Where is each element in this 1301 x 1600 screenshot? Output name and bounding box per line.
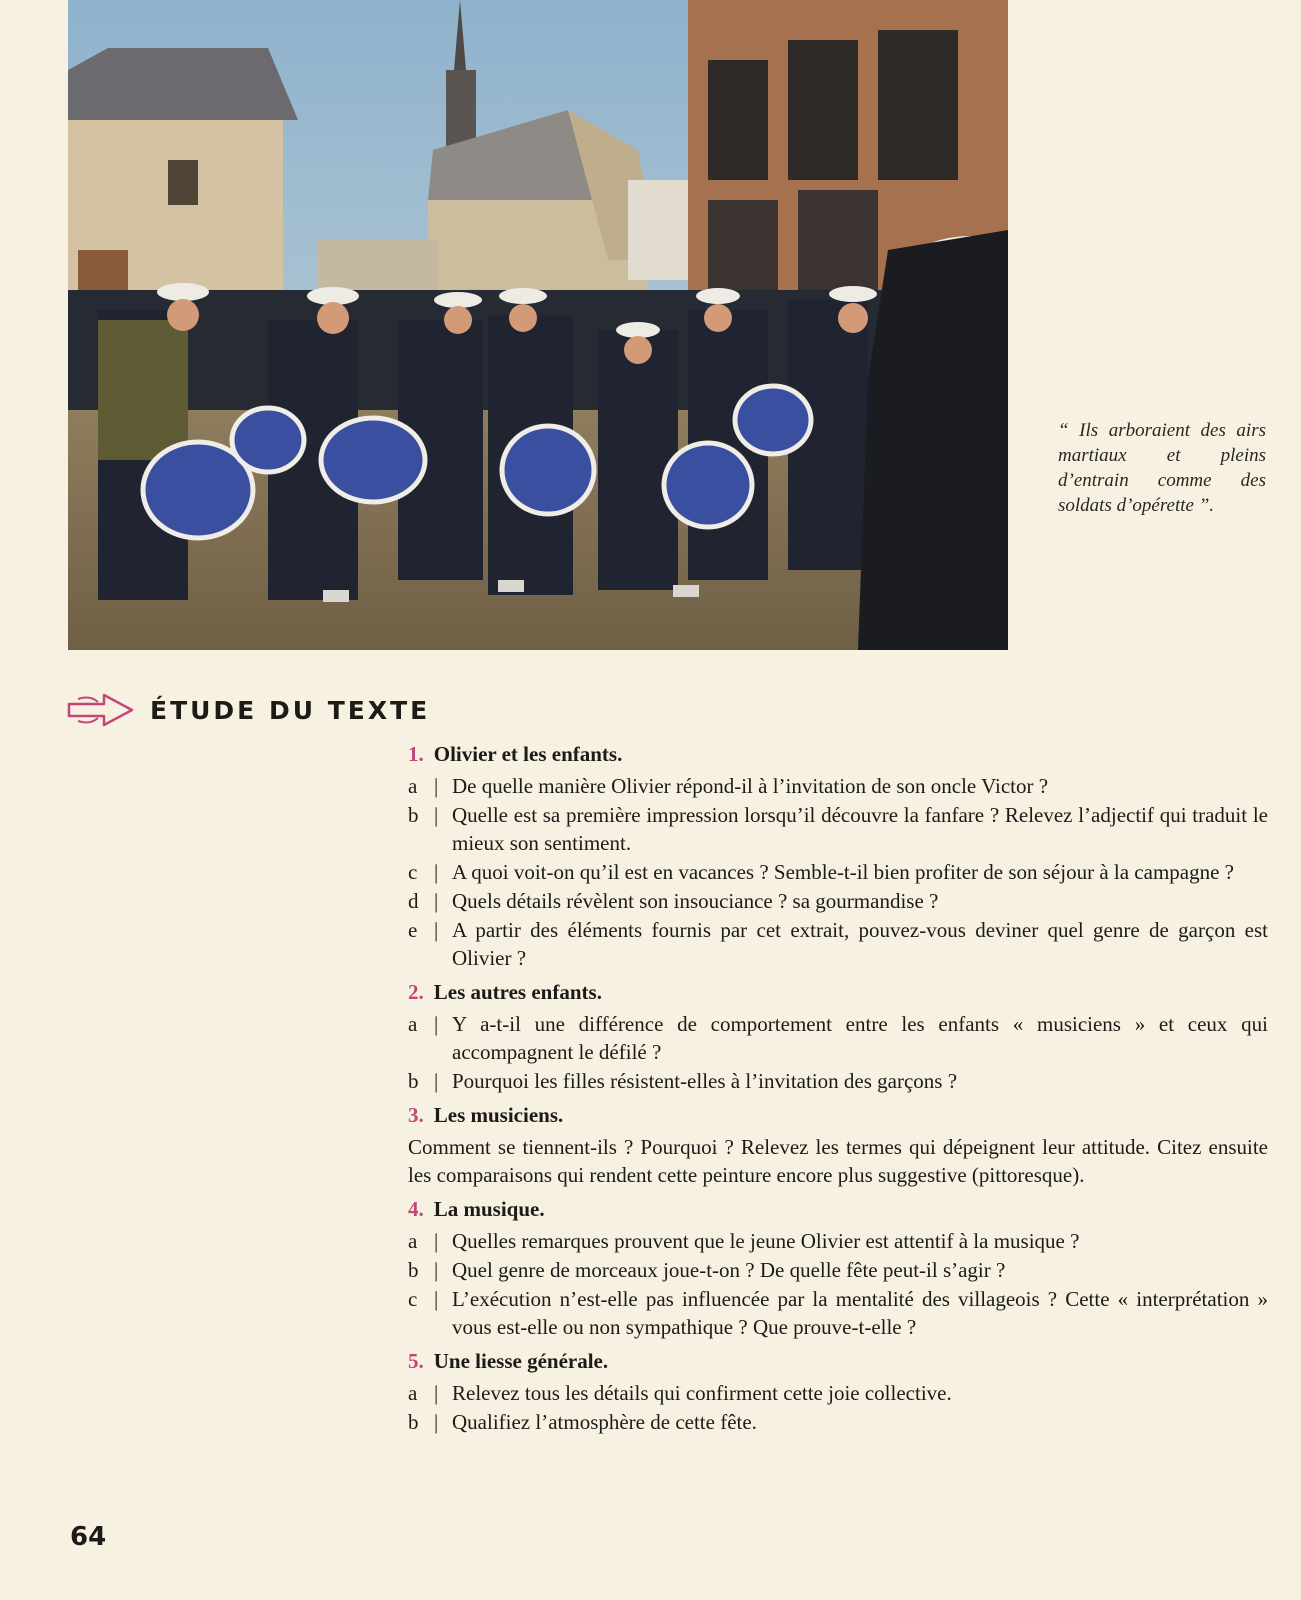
question-item [408,1227,1268,1255]
question-number: 3. [408,1103,424,1127]
item-text: Quelles remarques prouvent que le jeune Olivier est attentif à la musique ? [452,1229,1080,1253]
question-title: Olivier et les enfants. [433,742,623,766]
question-title: Les autres enfants. [433,980,602,1004]
item-divider: | [434,889,439,913]
item-divider: | [434,1229,439,1253]
item-letter: b [408,1258,419,1282]
item-divider: | [434,774,439,798]
item-letter: a [408,1012,418,1036]
item-letter: d [408,889,419,913]
photo-illustration [68,0,1008,650]
question-5 [408,1347,1268,1436]
page-number: 64 [70,1522,107,1552]
item-text: Pourquoi les filles résistent-elles à l’invitation des garçons ? [452,1069,958,1093]
question-3 [408,1101,1268,1189]
question-item [408,887,1268,915]
item-text: A quoi voit-on qu’il est en vacances ? Semble-t-il bien profiter de son séjour à la campagne ? [452,860,1234,884]
question-item [408,916,1268,972]
section-title: ÉTUDE DU TEXTE [150,695,431,725]
questions-list [408,740,1268,1442]
question-item [408,1256,1268,1284]
question-item [408,1408,1268,1436]
question-item [408,1010,1268,1066]
item-text: Relevez tous les détails qui confirment cette joie collective. [452,1381,952,1405]
item-text: Quels détails révèlent son insouciance ? sa gourmandise ? [452,889,939,913]
section-header [66,690,430,730]
question-heading [408,978,1268,1006]
question-title: Les musiciens. [433,1103,564,1127]
question-heading [408,1195,1268,1223]
question-item [408,1285,1268,1341]
item-letter: a [408,774,418,798]
item-text: L’exécution n’est-elle pas influencée par la mentalité des villageois ? Cette « interprétation » vous est-elle ou non sympathique ? Que prouve-t-elle ? [452,1287,1268,1339]
marching-band-photo [68,0,1008,650]
item-divider: | [434,860,439,884]
question-title: Une liesse générale. [433,1349,609,1373]
question-heading [408,740,1268,768]
item-letter: b [408,1069,419,1093]
item-divider: | [434,1258,439,1282]
question-2 [408,978,1268,1095]
question-title: La musique. [433,1197,545,1221]
question-heading [408,1347,1268,1375]
question-4 [408,1195,1268,1341]
item-divider: | [434,803,439,827]
item-divider: | [434,1381,439,1405]
question-heading [408,1101,1268,1129]
item-divider: | [434,1287,439,1311]
question-1 [408,740,1268,972]
question-number: 1. [408,742,424,766]
item-text: Quel genre de morceaux joue-t-on ? De quelle fête peut-il s’agir ? [452,1258,1006,1282]
item-letter: c [408,1287,418,1311]
question-item [408,1067,1268,1095]
item-divider: | [434,1012,439,1036]
item-letter: b [408,1410,419,1434]
question-item [408,772,1268,800]
item-divider: | [434,1410,439,1434]
question-number: 4. [408,1197,424,1221]
arrow-outline-icon [66,690,136,730]
question-text: Comment se tiennent-ils ? Pourquoi ? Relevez les termes qui dépeignent leur attitude. Citez ensuite les comparaisons qui rendent cette peinture encore plus suggestive (pittoresque). [408,1135,1268,1187]
question-number: 5. [408,1349,424,1373]
item-text: Y a-t-il une différence de comportement entre les enfants « musiciens » et ceux qui accompagnent le défilé ? [452,1012,1268,1064]
question-item [408,1379,1268,1407]
item-text: A partir des éléments fournis par cet extrait, pouvez-vous deviner quel genre de garçon est Olivier ? [452,918,1268,970]
item-letter: b [408,803,419,827]
item-text: Quelle est sa première impression lorsqu’il découvre la fanfare ? Relevez l’adjectif qui traduit le mieux son sentiment. [452,803,1268,855]
photo-caption: “ Ils arboraient des airs martiaux et pleins d’entrain comme des soldats d’opérette ”. [1058,420,1266,516]
item-letter: a [408,1381,418,1405]
item-letter: c [408,860,418,884]
question-item [408,858,1268,886]
item-text: De quelle manière Olivier répond-il à l’invitation de son oncle Victor ? [452,774,1049,798]
item-letter: a [408,1229,418,1253]
item-letter: e [408,918,418,942]
item-divider: | [434,918,439,942]
question-number: 2. [408,980,424,1004]
question-item [408,801,1268,857]
item-divider: | [434,1069,439,1093]
item-text: Qualifiez l’atmosphère de cette fête. [452,1410,757,1434]
